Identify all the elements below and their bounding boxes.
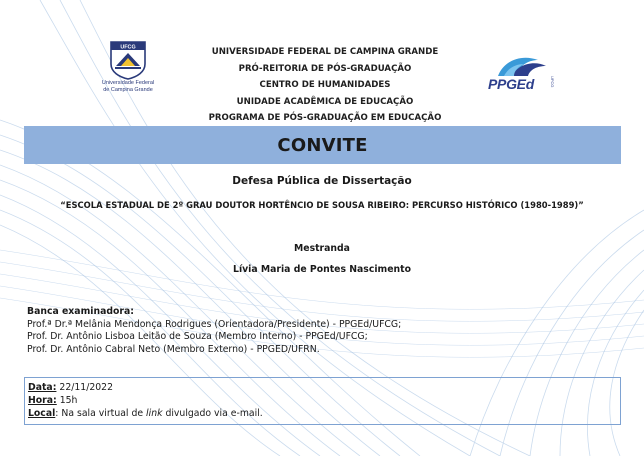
board-title: Banca examinadora: — [27, 306, 134, 317]
ufcg-shield-icon — [107, 40, 149, 80]
header-line-unit: UNIDADE ACADÊMICA DE EDUCAÇÃO — [236, 96, 414, 107]
defense-subtitle: Defesa Pública de Dissertação — [232, 175, 412, 187]
page-title: CONVITE — [277, 134, 368, 156]
header-line-center: CENTRO DE HUMANIDADES — [259, 80, 391, 90]
ufcg-caption-line1: Universidade Federal — [101, 80, 155, 86]
board-member: Prof.ª Dr.ª Melânia Mendonça Rodrigues (Orientadora/Presidente) - PPGEd/UFCG; — [27, 318, 402, 330]
header-line-university: UNIVERSIDADE FEDERAL DE CAMPINA GRANDE — [211, 47, 439, 57]
place-text-post: divulgado via e-mail. — [162, 408, 263, 419]
header-line-program: PROGRAMA DE PÓS-GRADUAÇÃO EM EDUCAÇÃO — [208, 113, 442, 123]
institution-header — [180, 44, 470, 127]
ppged-small-text: UFCG — [550, 76, 555, 88]
candidate-name: Lívia Maria de Pontes Nascimento — [233, 264, 411, 275]
place-row — [28, 407, 620, 420]
ufcg-badge-text: UFCG — [120, 44, 136, 51]
header-line-prorector: PRÓ-REITORIA DE PÓS-GRADUAÇÃO — [238, 63, 412, 74]
ppged-wordmark: PPGEd — [488, 76, 534, 92]
title-bar — [24, 126, 621, 164]
date-label: Data: — [28, 382, 57, 393]
ufcg-caption-line2: de Campina Grande — [103, 87, 153, 93]
time-row — [28, 394, 620, 407]
date-row — [28, 381, 620, 394]
candidate-role: Mestranda — [294, 243, 350, 254]
place-text-pre: : Na sala virtual de — [55, 408, 147, 419]
examination-board — [27, 306, 401, 356]
date-value: 22/11/2022 — [59, 382, 113, 393]
place-link-word: link — [146, 408, 163, 419]
time-value: 15h — [59, 395, 78, 406]
place-label: Local — [28, 408, 56, 419]
ufcg-logo — [98, 40, 158, 94]
board-member: Prof. Dr. Antônio Lisboa Leitão de Souza (Membro Interno) - PPGEd/UFCG; — [27, 331, 368, 342]
time-label: Hora: — [28, 395, 57, 406]
event-info-box — [24, 377, 621, 425]
board-member: Prof. Dr. Antônio Cabral Neto (Membro Externo) - PPGED/UFRN. — [27, 343, 320, 355]
ppged-logo — [488, 54, 558, 98]
thesis-title: “ESCOLA ESTADUAL DE 2º GRAU DOUTOR HORTÊNCIO DE SOUSA RIBEIRO: PERCURSO HISTÓRICO (1980-1989)” — [60, 200, 584, 210]
